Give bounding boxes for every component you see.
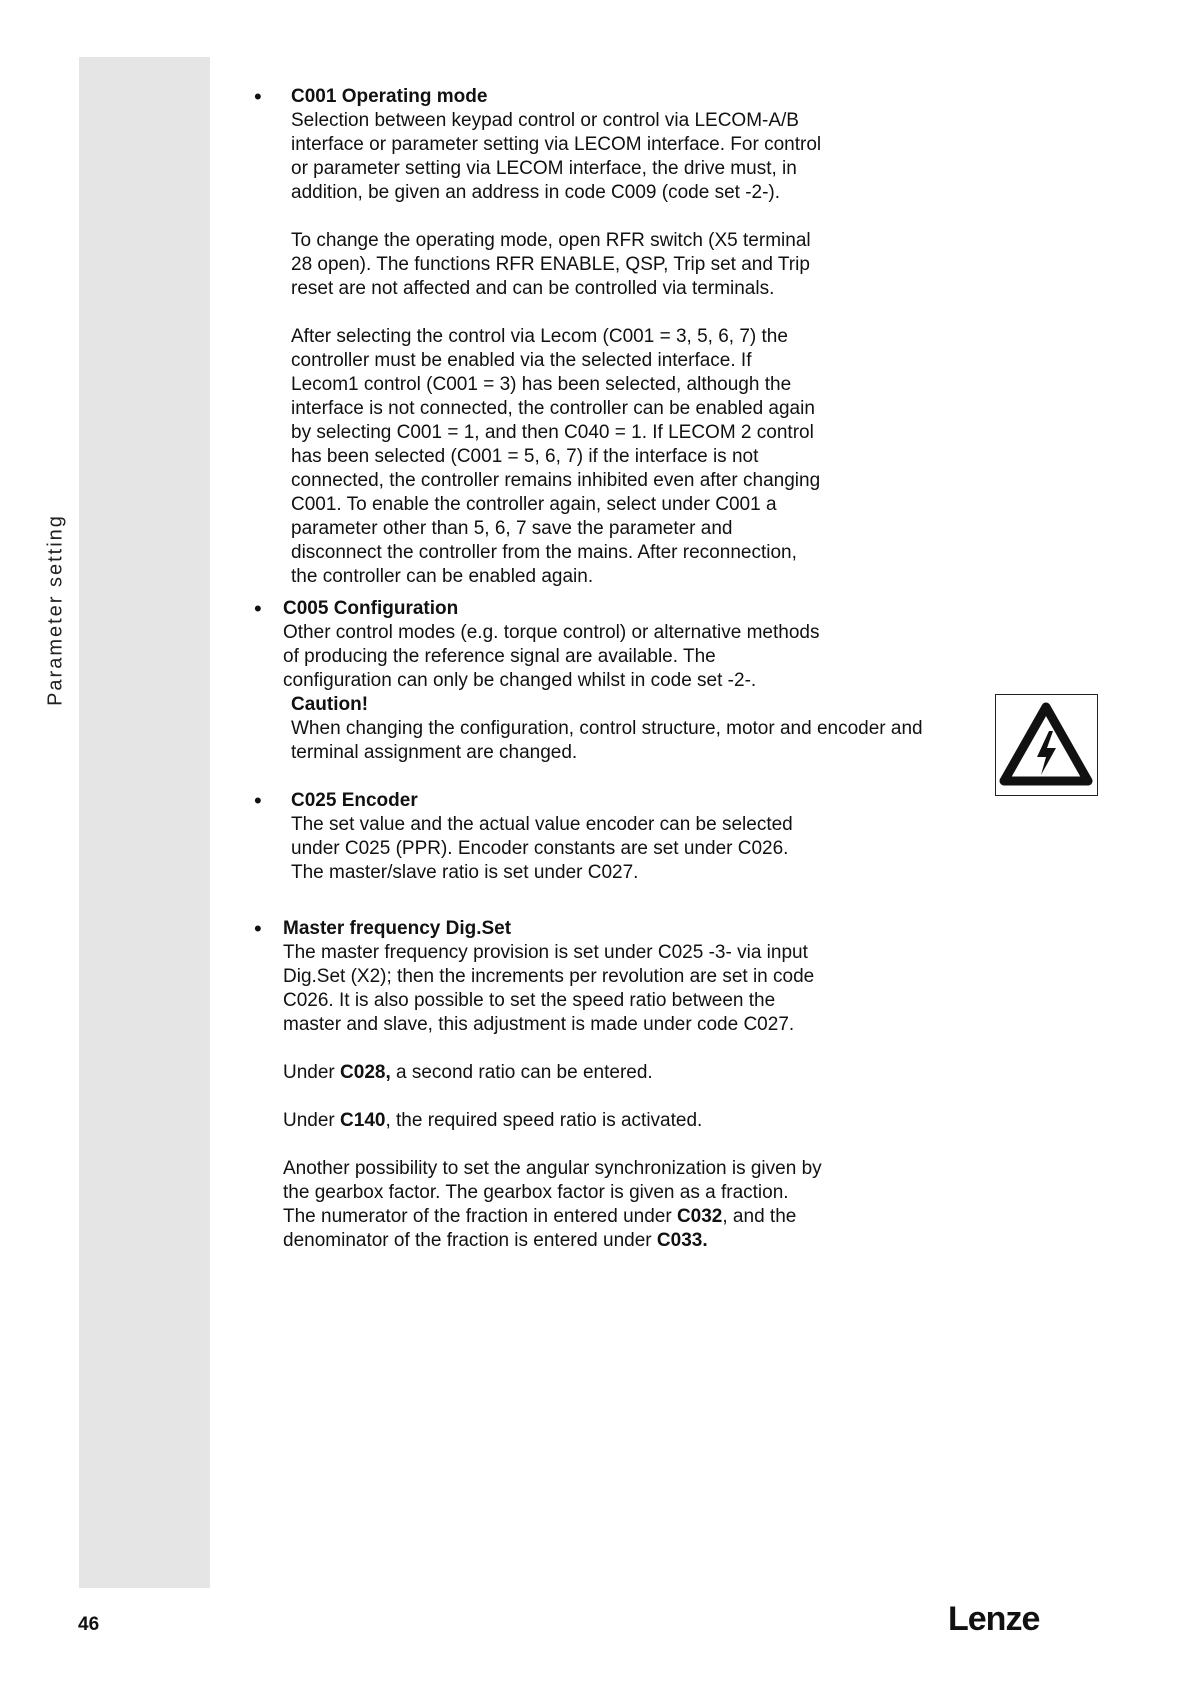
text-line: disconnect the controller from the mains. After reconnection, — [291, 542, 797, 563]
text-line: The set value and the actual value encoder can be selected — [291, 814, 793, 835]
high-voltage-warning-icon — [995, 694, 1098, 796]
text-line: Another possibility to set the angular synchronization is given by — [283, 1158, 822, 1179]
text-line: After selecting the control via Lecom (C001 = 3, 5, 6, 7) the — [291, 326, 788, 347]
text-line: Selection between keypad control or control via LECOM-A/B — [291, 110, 799, 131]
text-line: The master/slave ratio is set under C027. — [291, 862, 639, 883]
text-line: The master frequency provision is set under C025 -3- via input — [283, 942, 808, 963]
text-line: connected, the controller remains inhibited even after changing — [291, 470, 821, 491]
text-line: under C025 (PPR). Encoder constants are set under C026. — [291, 838, 789, 859]
text-line: parameter other than 5, 6, 7 save the parameter and — [291, 518, 733, 539]
text-line: of producing the reference signal are available. The — [283, 646, 716, 667]
bullet: • — [254, 916, 262, 941]
code-ref: C028, — [340, 1062, 391, 1083]
page-number: 46 — [78, 1614, 100, 1635]
text-line: Other control modes (e.g. torque control) or alternative methods — [283, 622, 820, 643]
text-line — [283, 1205, 822, 1229]
text-line: To change the operating mode, open RFR switch (X5 terminal — [291, 230, 811, 251]
text-line: When changing the configuration, control structure, motor and encoder and — [291, 718, 923, 739]
text-line: Lecom1 control (C001 = 3) has been selected, although the — [291, 374, 792, 395]
code-ref: C140 — [340, 1110, 386, 1131]
lenze-logo: Lenze — [948, 1600, 1040, 1638]
text-line: interface is not connected, the controller can be enabled again — [291, 398, 815, 419]
text-run: Under — [283, 1062, 341, 1083]
text-line: master and slave, this adjustment is made under code C027. — [283, 1014, 795, 1035]
text-line: addition, be given an address in code C009 (code set -2-). — [291, 182, 781, 203]
c028-line — [283, 1061, 822, 1085]
text-line: the controller can be enabled again. — [291, 566, 594, 587]
caution-title: Caution! — [291, 694, 369, 715]
text-run: a second ratio can be entered. — [390, 1062, 653, 1083]
section-title: C025 Encoder — [291, 790, 418, 811]
section-c025 — [291, 789, 793, 885]
c140-line — [283, 1109, 822, 1133]
sidebar-label: Parameter setting — [44, 514, 67, 706]
section-title: C005 Configuration — [283, 598, 459, 619]
text-line: controller must be enabled via the selected interface. If — [291, 350, 752, 371]
text-line — [283, 1229, 822, 1253]
text-run: , the required speed ratio is activated. — [385, 1110, 703, 1131]
text-line: or parameter setting via LECOM interface, the drive must, in — [291, 158, 797, 179]
section-c001 — [291, 85, 821, 589]
section-master-frequency — [283, 917, 822, 1253]
section-title: Master frequency Dig.Set — [283, 918, 512, 939]
bullet: • — [254, 788, 262, 813]
bullet: • — [254, 596, 262, 621]
code-ref: C033. — [656, 1230, 708, 1251]
section-title: C001 Operating mode — [291, 86, 488, 107]
text-line: terminal assignment are changed. — [291, 742, 578, 763]
text-line: 28 open). The functions RFR ENABLE, QSP, Trip set and Trip — [291, 254, 810, 275]
text-run: denominator of the fraction is entered under — [283, 1230, 657, 1251]
text-run: The numerator of the fraction in entered under — [283, 1206, 677, 1227]
section-c005 — [283, 597, 923, 765]
text-line: the gearbox factor. The gearbox factor is given as a fraction. — [283, 1182, 789, 1203]
text-line: configuration can only be changed whilst in code set -2-. — [283, 670, 757, 691]
text-run: , and the — [722, 1206, 797, 1227]
text-line: reset are not affected and can be controlled via terminals. — [291, 278, 775, 299]
text-line: C001. To enable the controller again, select under C001 a — [291, 494, 777, 515]
code-ref: C032 — [676, 1206, 723, 1227]
text-line: interface or parameter setting via LECOM interface. For control — [291, 134, 822, 155]
text-line: C026. It is also possible to set the speed ratio between the — [283, 990, 776, 1011]
text-line: Dig.Set (X2); then the increments per revolution are set in code — [283, 966, 815, 987]
bullet: • — [254, 84, 262, 109]
text-line: by selecting C001 = 1, and then C040 = 1. If LECOM 2 control — [291, 422, 814, 443]
text-run: Under — [283, 1110, 341, 1131]
text-line: has been selected (C001 = 5, 6, 7) if the interface is not — [291, 446, 759, 467]
